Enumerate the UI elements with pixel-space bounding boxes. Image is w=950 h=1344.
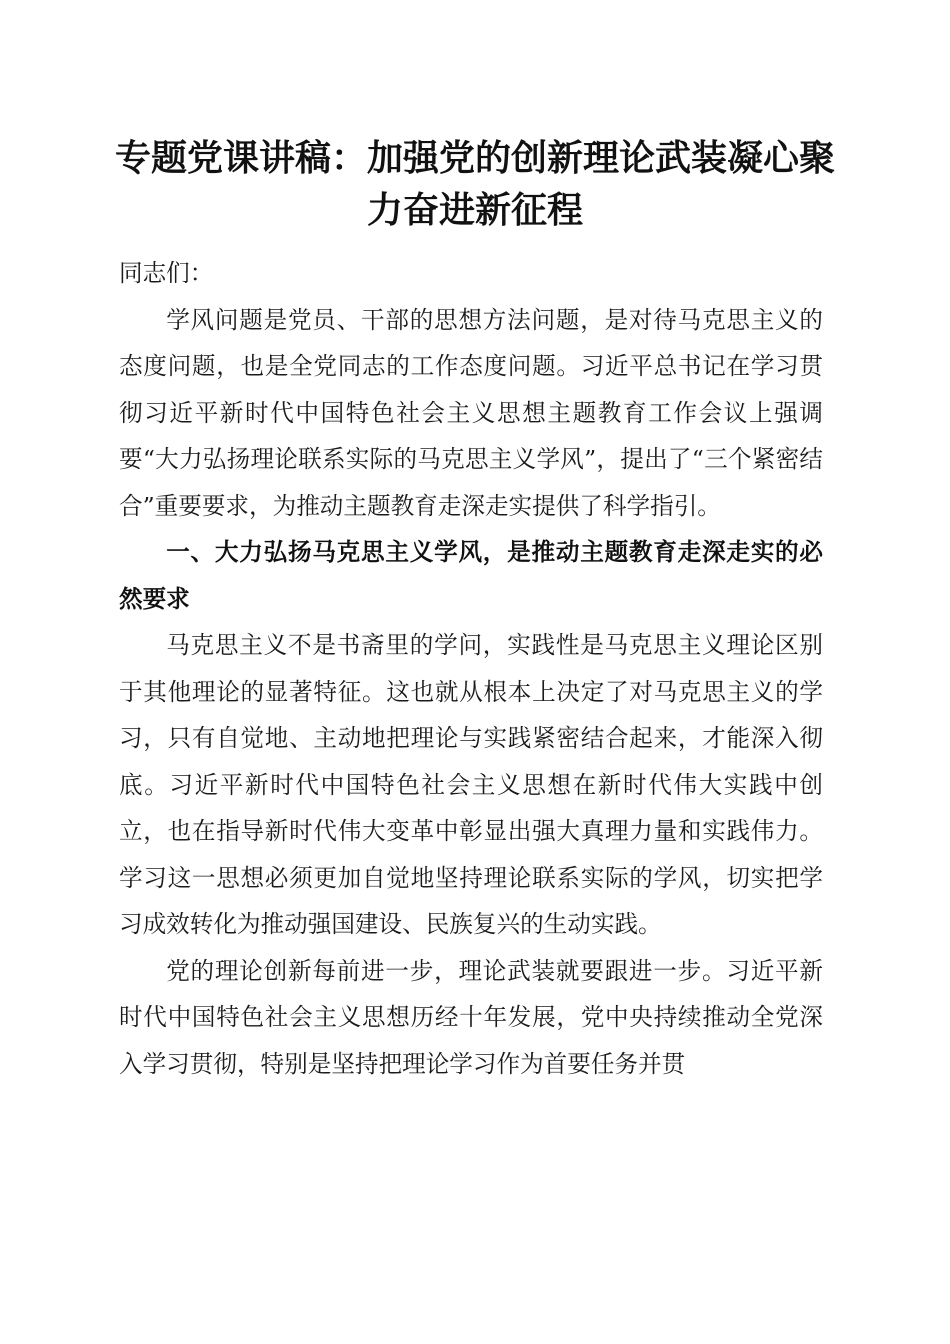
paragraph-section1-1: 马克思主义不是书斋里的学问，实践性是马克思主义理论区别于其他理论的显著特征。这也就从根本上决定了对马克思主义的学习，只有自觉地、主动地把理论与实践紧密结合起来，才能深入彻底。习近平新时代中国特色社会主义思想在新时代伟大实践中创立，也在指导新时代伟大变革中彰显出强大真理力量和实践伟力。学习这一思想必须更加自觉地坚持理论联系实际的学风，切实把学习成效转化为推动强国建设、民族复兴的生动实践。: [119, 631, 823, 938]
paragraph-section1-2: 党的理论创新每前进一步，理论武装就要跟进一步。习近平新时代中国特色社会主义思想历经十年发展，党中央持续推动全党深入学习贯彻，特别是坚持把理论学习作为首要任务并贯: [119, 956, 823, 1078]
paragraph-intro: 学风问题是党员、干部的思想方法问题，是对待马克思主义的态度问题，也是全党同志的工作态度问题。习近平总书记在学习贯彻习近平新时代中国特色社会主义思想主题教育工作会议上强调要“大力弘扬理论联系实际的马克思主义学风”，提出了“三个紧密结合”重要要求，为推动主题教育走深走实提供了科学指引。: [119, 305, 823, 520]
section-heading-1: 一、大力弘扬马克思主义学风，是推动主题教育走深走实的必然要求: [119, 538, 823, 613]
document-title: 专题党课讲稿：加强党的创新理论武装凝心聚力奋进新征程: [114, 137, 835, 231]
salutation: 同志们：: [119, 259, 214, 287]
document-body: [119, 250, 823, 1087]
